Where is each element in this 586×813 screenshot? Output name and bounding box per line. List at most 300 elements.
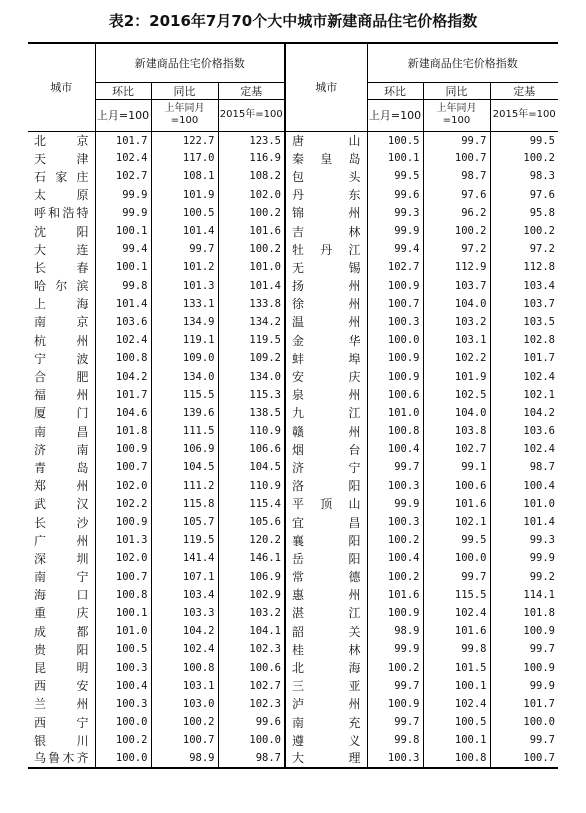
city-name: 赣州 [285, 422, 367, 440]
yoy-value: 102.4 [151, 640, 218, 658]
city-header-left: 城市 [28, 43, 95, 131]
fixed-value: 97.2 [529, 243, 555, 256]
table-row [28, 495, 558, 513]
yoy-value: 103.7 [423, 277, 490, 295]
city-name: 银川 [28, 731, 95, 749]
mom-value: 99.7 [367, 458, 423, 476]
fixed-value: 102.4 [523, 370, 555, 383]
table-row [28, 331, 558, 349]
fixed-value: 102.3 [218, 640, 285, 658]
fixed-value: 120.2 [218, 531, 285, 549]
table-row [28, 277, 558, 295]
city-name: 惠州 [285, 586, 367, 604]
yoy-value: 102.2 [423, 349, 490, 367]
yoy-value: 101.6 [423, 495, 490, 513]
mom-value: 100.8 [367, 422, 423, 440]
table-row [28, 186, 558, 204]
table-row [28, 240, 558, 258]
city-name: 济宁 [285, 458, 367, 476]
yoy-value: 104.0 [423, 404, 490, 422]
mom-value: 99.8 [367, 731, 423, 749]
mom-value: 100.1 [95, 604, 151, 622]
table-row [28, 477, 558, 495]
mom-value: 99.6 [367, 186, 423, 204]
mom-value: 100.9 [367, 349, 423, 367]
mom-header-left: 环比 [95, 82, 151, 99]
city-name: 福州 [28, 386, 95, 404]
table-row [28, 749, 558, 767]
mom-value: 99.5 [367, 167, 423, 185]
city-name: 天津 [28, 149, 95, 167]
mom-value: 100.2 [367, 568, 423, 586]
city-name: 合肥 [28, 367, 95, 385]
city-name: 三亚 [285, 677, 367, 695]
city-name: 乌鲁木齐 [28, 749, 95, 767]
yoy-value: 100.5 [423, 713, 490, 731]
yoy-value: 111.2 [151, 477, 218, 495]
city-name: 郑州 [28, 477, 95, 495]
fixed-value: 102.1 [523, 388, 555, 401]
city-name: 西宁 [28, 713, 95, 731]
yoy-value: 102.4 [423, 695, 490, 713]
fixed-value: 116.9 [218, 149, 285, 167]
mom-value: 100.0 [95, 713, 151, 731]
fixed-value: 102.9 [218, 586, 285, 604]
mom-value: 100.9 [95, 440, 151, 458]
city-name: 海口 [28, 586, 95, 604]
fixed-value: 100.0 [218, 731, 285, 749]
fixed-value: 101.7 [523, 352, 555, 365]
fixed-value: 103.4 [523, 279, 555, 292]
fixed-value: 98.7 [218, 749, 285, 767]
yoy-value: 101.9 [423, 367, 490, 385]
fixed-value: 103.5 [523, 315, 555, 328]
city-name: 徐州 [285, 295, 367, 313]
mom-value: 102.7 [95, 167, 151, 185]
fixed-base-left: 2015年=100 [218, 99, 285, 131]
fixed-value: 98.7 [529, 461, 555, 474]
index-group-header-right: 新建商品住宅价格指数 [367, 43, 558, 82]
yoy-value: 99.7 [151, 240, 218, 258]
city-name: 温州 [285, 313, 367, 331]
yoy-value: 103.2 [423, 313, 490, 331]
city-name: 安庆 [285, 367, 367, 385]
mom-value: 102.4 [95, 331, 151, 349]
fixed-value: 99.9 [529, 552, 555, 565]
yoy-value: 99.7 [423, 131, 490, 149]
fixed-value: 109.2 [218, 349, 285, 367]
yoy-value: 100.2 [151, 713, 218, 731]
fixed-value: 114.1 [523, 588, 555, 601]
fixed-value: 100.2 [218, 240, 285, 258]
mom-value: 104.6 [95, 404, 151, 422]
yoy-value: 115.8 [151, 495, 218, 513]
yoy-value: 111.5 [151, 422, 218, 440]
fixed-value: 119.5 [218, 331, 285, 349]
yoy-base-left: 上年同月=100 [151, 99, 218, 131]
city-name: 南京 [28, 313, 95, 331]
table-row [28, 695, 558, 713]
mom-value: 100.4 [95, 677, 151, 695]
city-header-right: 城市 [285, 43, 367, 131]
mom-value: 101.7 [95, 131, 151, 149]
fixed-value: 115.3 [218, 386, 285, 404]
fixed-value: 100.7 [523, 751, 555, 764]
fixed-value: 101.7 [523, 697, 555, 710]
mom-value: 102.4 [95, 149, 151, 167]
table-row [28, 386, 558, 404]
mom-value: 101.8 [95, 422, 151, 440]
mom-value: 101.4 [95, 295, 151, 313]
city-name: 泸州 [285, 695, 367, 713]
yoy-value: 103.3 [151, 604, 218, 622]
city-name: 遵义 [285, 731, 367, 749]
mom-value: 100.7 [95, 458, 151, 476]
city-name: 武汉 [28, 495, 95, 513]
mom-value: 99.7 [367, 677, 423, 695]
fixed-value: 104.2 [523, 406, 555, 419]
table-row [28, 313, 558, 331]
mom-value: 100.1 [367, 149, 423, 167]
yoy-value: 100.7 [151, 731, 218, 749]
mom-value: 99.9 [367, 495, 423, 513]
fixed-value: 95.8 [529, 206, 555, 219]
yoy-value: 119.1 [151, 331, 218, 349]
yoy-value: 101.5 [423, 658, 490, 676]
table-title: 表2：2016年7月70个大中城市新建商品住宅价格指数 [108, 12, 478, 30]
city-name: 深圳 [28, 549, 95, 567]
city-name: 无锡 [285, 258, 367, 276]
table-row [28, 458, 558, 476]
mom-value: 100.7 [95, 568, 151, 586]
fixed-value: 101.4 [218, 277, 285, 295]
fixed-value: 134.0 [218, 367, 285, 385]
table-row [28, 131, 558, 149]
yoy-value: 102.7 [423, 440, 490, 458]
fixed-value: 105.6 [218, 513, 285, 531]
city-name: 石家庄 [28, 167, 95, 185]
mom-value: 101.0 [367, 404, 423, 422]
fixed-value: 101.6 [218, 222, 285, 240]
mom-value: 101.6 [367, 586, 423, 604]
mom-value: 100.3 [95, 695, 151, 713]
mom-value: 100.1 [95, 222, 151, 240]
mom-value: 99.7 [367, 713, 423, 731]
fixed-value: 123.5 [218, 131, 285, 149]
city-name: 长春 [28, 258, 95, 276]
mom-value: 100.4 [367, 440, 423, 458]
mom-base-left: 上月=100 [95, 99, 151, 131]
yoy-value: 109.0 [151, 349, 218, 367]
fixed-header-right: 定基 [490, 82, 558, 99]
yoy-value: 102.5 [423, 386, 490, 404]
city-name: 广州 [28, 531, 95, 549]
yoy-value: 101.4 [151, 222, 218, 240]
yoy-value: 102.4 [423, 604, 490, 622]
fixed-value: 102.8 [523, 334, 555, 347]
fixed-value: 100.2 [523, 152, 555, 165]
yoy-value: 115.5 [423, 586, 490, 604]
city-name: 金华 [285, 331, 367, 349]
table-row [28, 222, 558, 240]
yoy-value: 104.2 [151, 622, 218, 640]
yoy-value: 96.2 [423, 204, 490, 222]
table-row [28, 295, 558, 313]
yoy-value: 134.9 [151, 313, 218, 331]
fixed-value: 102.7 [218, 677, 285, 695]
table-row [28, 422, 558, 440]
fixed-value: 99.7 [529, 643, 555, 656]
mom-value: 99.4 [367, 240, 423, 258]
city-name: 湛江 [285, 604, 367, 622]
city-name: 呼和浩特 [28, 204, 95, 222]
city-name: 济南 [28, 440, 95, 458]
table-row [28, 713, 558, 731]
fixed-value: 100.9 [523, 661, 555, 674]
city-name: 青岛 [28, 458, 95, 476]
city-name: 蚌埠 [285, 349, 367, 367]
yoy-value: 103.4 [151, 586, 218, 604]
yoy-value: 102.1 [423, 513, 490, 531]
mom-value: 100.0 [95, 749, 151, 767]
mom-value: 100.9 [367, 604, 423, 622]
city-name: 厦门 [28, 404, 95, 422]
table-row [28, 513, 558, 531]
city-name: 宁波 [28, 349, 95, 367]
fixed-value: 100.9 [523, 625, 555, 638]
table-row [28, 604, 558, 622]
mom-value: 103.6 [95, 313, 151, 331]
yoy-value: 101.6 [423, 622, 490, 640]
table-row [28, 149, 558, 167]
mom-value: 99.9 [367, 222, 423, 240]
fixed-value: 99.2 [529, 570, 555, 583]
mom-value: 101.3 [95, 531, 151, 549]
fixed-value: 100.6 [218, 658, 285, 676]
city-name: 唐山 [285, 131, 367, 149]
yoy-value: 100.8 [151, 658, 218, 676]
yoy-header-left: 同比 [151, 82, 218, 99]
yoy-value: 101.3 [151, 277, 218, 295]
city-name: 成都 [28, 622, 95, 640]
city-name: 秦皇岛 [285, 149, 367, 167]
table-row [28, 549, 558, 567]
yoy-value: 99.5 [423, 531, 490, 549]
fixed-value: 101.8 [523, 606, 555, 619]
city-name: 北海 [285, 658, 367, 676]
mom-value: 99.3 [367, 204, 423, 222]
yoy-value: 103.8 [423, 422, 490, 440]
city-name: 九江 [285, 404, 367, 422]
yoy-value: 99.8 [423, 640, 490, 658]
table-row [28, 440, 558, 458]
fixed-value: 101.0 [218, 258, 285, 276]
fixed-value: 98.3 [529, 170, 555, 183]
fixed-value: 133.8 [218, 295, 285, 313]
mom-value: 100.1 [95, 258, 151, 276]
yoy-value: 106.9 [151, 440, 218, 458]
fixed-value: 103.2 [218, 604, 285, 622]
fixed-value: 134.2 [218, 313, 285, 331]
city-name: 吉林 [285, 222, 367, 240]
table-row [28, 586, 558, 604]
city-name: 宜昌 [285, 513, 367, 531]
fixed-value: 102.4 [523, 443, 555, 456]
city-name: 大理 [285, 749, 367, 767]
fixed-value: 106.9 [218, 568, 285, 586]
mom-value: 100.9 [95, 513, 151, 531]
yoy-value: 122.7 [151, 131, 218, 149]
yoy-value: 108.1 [151, 167, 218, 185]
yoy-value: 115.5 [151, 386, 218, 404]
table-row [28, 531, 558, 549]
fixed-value: 99.6 [218, 713, 285, 731]
yoy-header-right: 同比 [423, 82, 490, 99]
yoy-value: 104.5 [151, 458, 218, 476]
table-body [28, 131, 558, 768]
city-name: 襄阳 [285, 531, 367, 549]
city-name: 丹东 [285, 186, 367, 204]
yoy-value: 99.1 [423, 458, 490, 476]
yoy-value: 98.9 [151, 749, 218, 767]
yoy-value: 100.0 [423, 549, 490, 567]
mom-value: 101.7 [95, 386, 151, 404]
fixed-value: 108.2 [218, 167, 285, 185]
yoy-value: 133.1 [151, 295, 218, 313]
mom-value: 100.4 [367, 549, 423, 567]
mom-value: 100.3 [367, 749, 423, 767]
yoy-value: 97.2 [423, 240, 490, 258]
yoy-value: 100.2 [423, 222, 490, 240]
fixed-value: 103.6 [523, 425, 555, 438]
city-name: 常德 [285, 568, 367, 586]
table-row [28, 404, 558, 422]
index-group-header-left: 新建商品住宅价格指数 [95, 43, 285, 82]
fixed-value: 102.3 [218, 695, 285, 713]
yoy-value: 112.9 [423, 258, 490, 276]
yoy-value: 107.1 [151, 568, 218, 586]
fixed-value: 102.0 [218, 186, 285, 204]
city-name: 大连 [28, 240, 95, 258]
fixed-value: 99.7 [529, 734, 555, 747]
mom-value: 100.2 [367, 531, 423, 549]
fixed-value: 101.4 [523, 516, 555, 529]
fixed-value: 100.4 [523, 479, 555, 492]
mom-value: 100.5 [95, 640, 151, 658]
fixed-value: 104.1 [218, 622, 285, 640]
city-name: 南充 [285, 713, 367, 731]
city-name: 韶关 [285, 622, 367, 640]
yoy-value: 105.7 [151, 513, 218, 531]
mom-value: 104.2 [95, 367, 151, 385]
city-name: 兰州 [28, 695, 95, 713]
yoy-value: 117.0 [151, 149, 218, 167]
fixed-value: 97.6 [529, 188, 555, 201]
city-name: 北京 [28, 131, 95, 149]
mom-value: 100.9 [367, 277, 423, 295]
fixed-value: 100.2 [523, 225, 555, 238]
fixed-header-left: 定基 [218, 82, 285, 99]
city-name: 平顶山 [285, 495, 367, 513]
mom-value: 100.9 [367, 695, 423, 713]
city-name: 西安 [28, 677, 95, 695]
yoy-value: 100.5 [151, 204, 218, 222]
mom-value: 100.2 [367, 658, 423, 676]
table-row [28, 167, 558, 185]
mom-value: 100.3 [367, 477, 423, 495]
mom-base-right: 上月=100 [367, 99, 423, 131]
fixed-value: 104.5 [218, 458, 285, 476]
city-name: 桂林 [285, 640, 367, 658]
yoy-value: 103.0 [151, 695, 218, 713]
table-row [28, 731, 558, 749]
fixed-value: 100.2 [218, 204, 285, 222]
city-name: 昆明 [28, 658, 95, 676]
mom-value: 102.7 [367, 258, 423, 276]
city-name: 牡丹江 [285, 240, 367, 258]
yoy-base-right: 上年同月=100 [423, 99, 490, 131]
city-name: 重庆 [28, 604, 95, 622]
mom-header-right: 环比 [367, 82, 423, 99]
mom-value: 100.8 [95, 349, 151, 367]
city-name: 杭州 [28, 331, 95, 349]
fixed-value: 103.7 [523, 297, 555, 310]
yoy-value: 100.8 [423, 749, 490, 767]
mom-value: 102.0 [95, 549, 151, 567]
yoy-value: 141.4 [151, 549, 218, 567]
fixed-value: 138.5 [218, 404, 285, 422]
mom-value: 100.7 [367, 295, 423, 313]
table-row [28, 622, 558, 640]
fixed-value: 110.9 [218, 477, 285, 495]
city-name: 洛阳 [285, 477, 367, 495]
city-name: 岳阳 [285, 549, 367, 567]
mom-value: 100.8 [95, 586, 151, 604]
yoy-value: 100.1 [423, 731, 490, 749]
fixed-value: 99.3 [529, 534, 555, 547]
mom-value: 100.3 [367, 513, 423, 531]
yoy-value: 139.6 [151, 404, 218, 422]
city-name: 南昌 [28, 422, 95, 440]
city-name: 扬州 [285, 277, 367, 295]
fixed-value: 115.4 [218, 495, 285, 513]
table-row [28, 658, 558, 676]
yoy-value: 119.5 [151, 531, 218, 549]
city-name: 泉州 [285, 386, 367, 404]
table-row [28, 204, 558, 222]
city-name: 太原 [28, 186, 95, 204]
table-row [28, 349, 558, 367]
fixed-value: 99.5 [529, 135, 555, 148]
mom-value: 100.6 [367, 386, 423, 404]
fixed-value: 101.0 [523, 497, 555, 510]
yoy-value: 99.7 [423, 568, 490, 586]
mom-value: 99.9 [95, 204, 151, 222]
city-name: 锦州 [285, 204, 367, 222]
yoy-value: 101.9 [151, 186, 218, 204]
mom-value: 100.9 [367, 367, 423, 385]
fixed-value: 99.9 [529, 679, 555, 692]
mom-value: 98.9 [367, 622, 423, 640]
yoy-value: 101.2 [151, 258, 218, 276]
mom-value: 100.5 [367, 131, 423, 149]
city-name: 贵阳 [28, 640, 95, 658]
price-index-table [28, 42, 558, 769]
city-name: 长沙 [28, 513, 95, 531]
fixed-value: 100.0 [523, 716, 555, 729]
table-row [28, 677, 558, 695]
fixed-value: 106.6 [218, 440, 285, 458]
